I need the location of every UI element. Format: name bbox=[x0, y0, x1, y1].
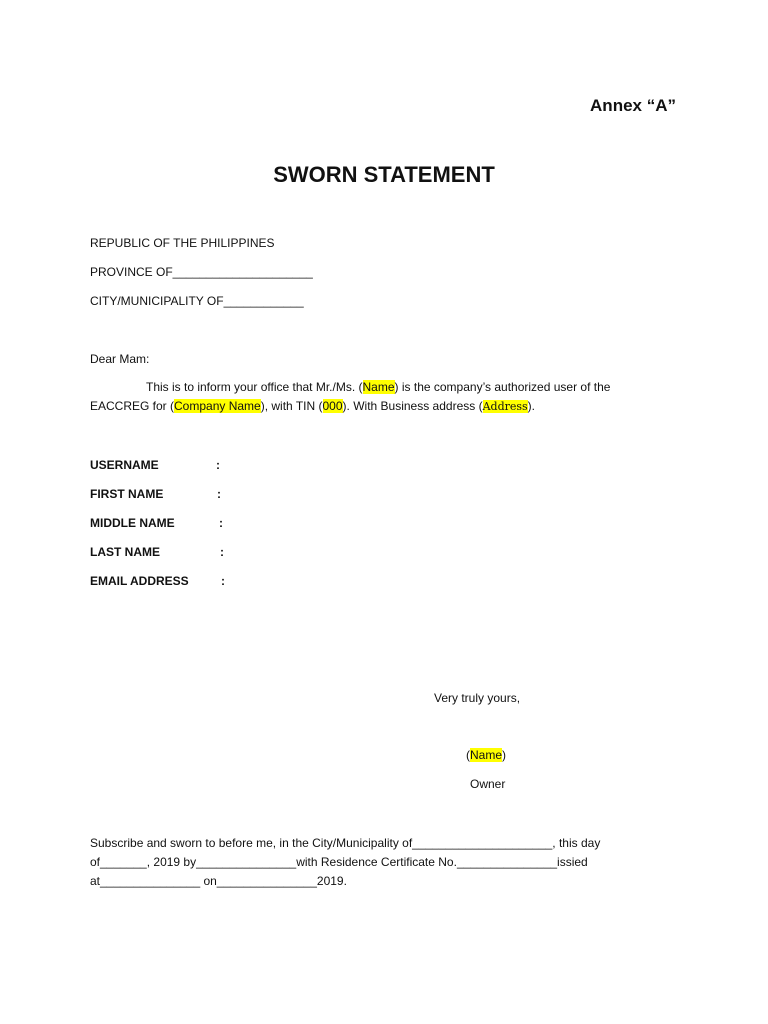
jurat-line-2: of_______, 2019 by_______________with Residence Certificate No._______________issied bbox=[90, 855, 588, 869]
field-colon: : bbox=[220, 545, 224, 559]
republic-line: REPUBLIC OF THE PHILIPPINES bbox=[90, 236, 275, 250]
tin-placeholder: 000 bbox=[322, 399, 343, 413]
jurat-line-3: at_______________ on_______________2019. bbox=[90, 874, 347, 888]
field-colon: : bbox=[219, 516, 223, 530]
letter-text: EACCREG for ( bbox=[90, 399, 175, 413]
city-line: CITY/MUNICIPALITY OF____________ bbox=[90, 294, 304, 308]
field-colon: : bbox=[221, 574, 225, 588]
company-placeholder: Company Name bbox=[174, 399, 261, 413]
salutation: Dear Mam: bbox=[90, 352, 150, 366]
letter-text: ). With Business address ( bbox=[342, 399, 483, 413]
field-label: FIRST NAME bbox=[90, 487, 164, 501]
letter-line-1 bbox=[90, 378, 690, 397]
name-placeholder: Name bbox=[362, 380, 395, 394]
signer-name-placeholder: Name bbox=[470, 748, 503, 762]
letter-text: ), with TIN ( bbox=[260, 399, 323, 413]
signer-name-line bbox=[466, 748, 506, 762]
field-label: LAST NAME bbox=[90, 545, 160, 559]
letter-line-2 bbox=[90, 397, 690, 416]
field-colon: : bbox=[217, 487, 221, 501]
signer-title: Owner bbox=[470, 777, 506, 791]
field-last-name bbox=[90, 545, 224, 559]
field-colon: : bbox=[216, 458, 220, 472]
field-username bbox=[90, 458, 220, 472]
letter-text: ). bbox=[527, 399, 536, 413]
address-placeholder: Address bbox=[482, 400, 528, 413]
letter-text: This is to inform your office that Mr./Ms. ( bbox=[146, 380, 363, 394]
paren: ( bbox=[466, 748, 470, 762]
document-title: SWORN STATEMENT bbox=[273, 162, 495, 187]
letter-body bbox=[90, 378, 690, 416]
field-label: USERNAME bbox=[90, 458, 159, 472]
field-label: EMAIL ADDRESS bbox=[90, 574, 189, 588]
field-email-address bbox=[90, 574, 225, 588]
field-first-name bbox=[90, 487, 221, 501]
jurat bbox=[90, 834, 600, 891]
valediction: Very truly yours, bbox=[434, 691, 521, 705]
jurat-line-1: Subscribe and sworn to before me, in the City/Municipality of_____________________, this day bbox=[90, 836, 601, 850]
field-middle-name bbox=[90, 516, 223, 530]
field-label: MIDDLE NAME bbox=[90, 516, 175, 530]
province-line: PROVINCE OF_____________________ bbox=[90, 265, 313, 279]
letter-text: ) is the company’s authorized user of the bbox=[394, 380, 611, 394]
paren: ) bbox=[502, 748, 507, 762]
annex-label: Annex “A” bbox=[590, 96, 676, 115]
